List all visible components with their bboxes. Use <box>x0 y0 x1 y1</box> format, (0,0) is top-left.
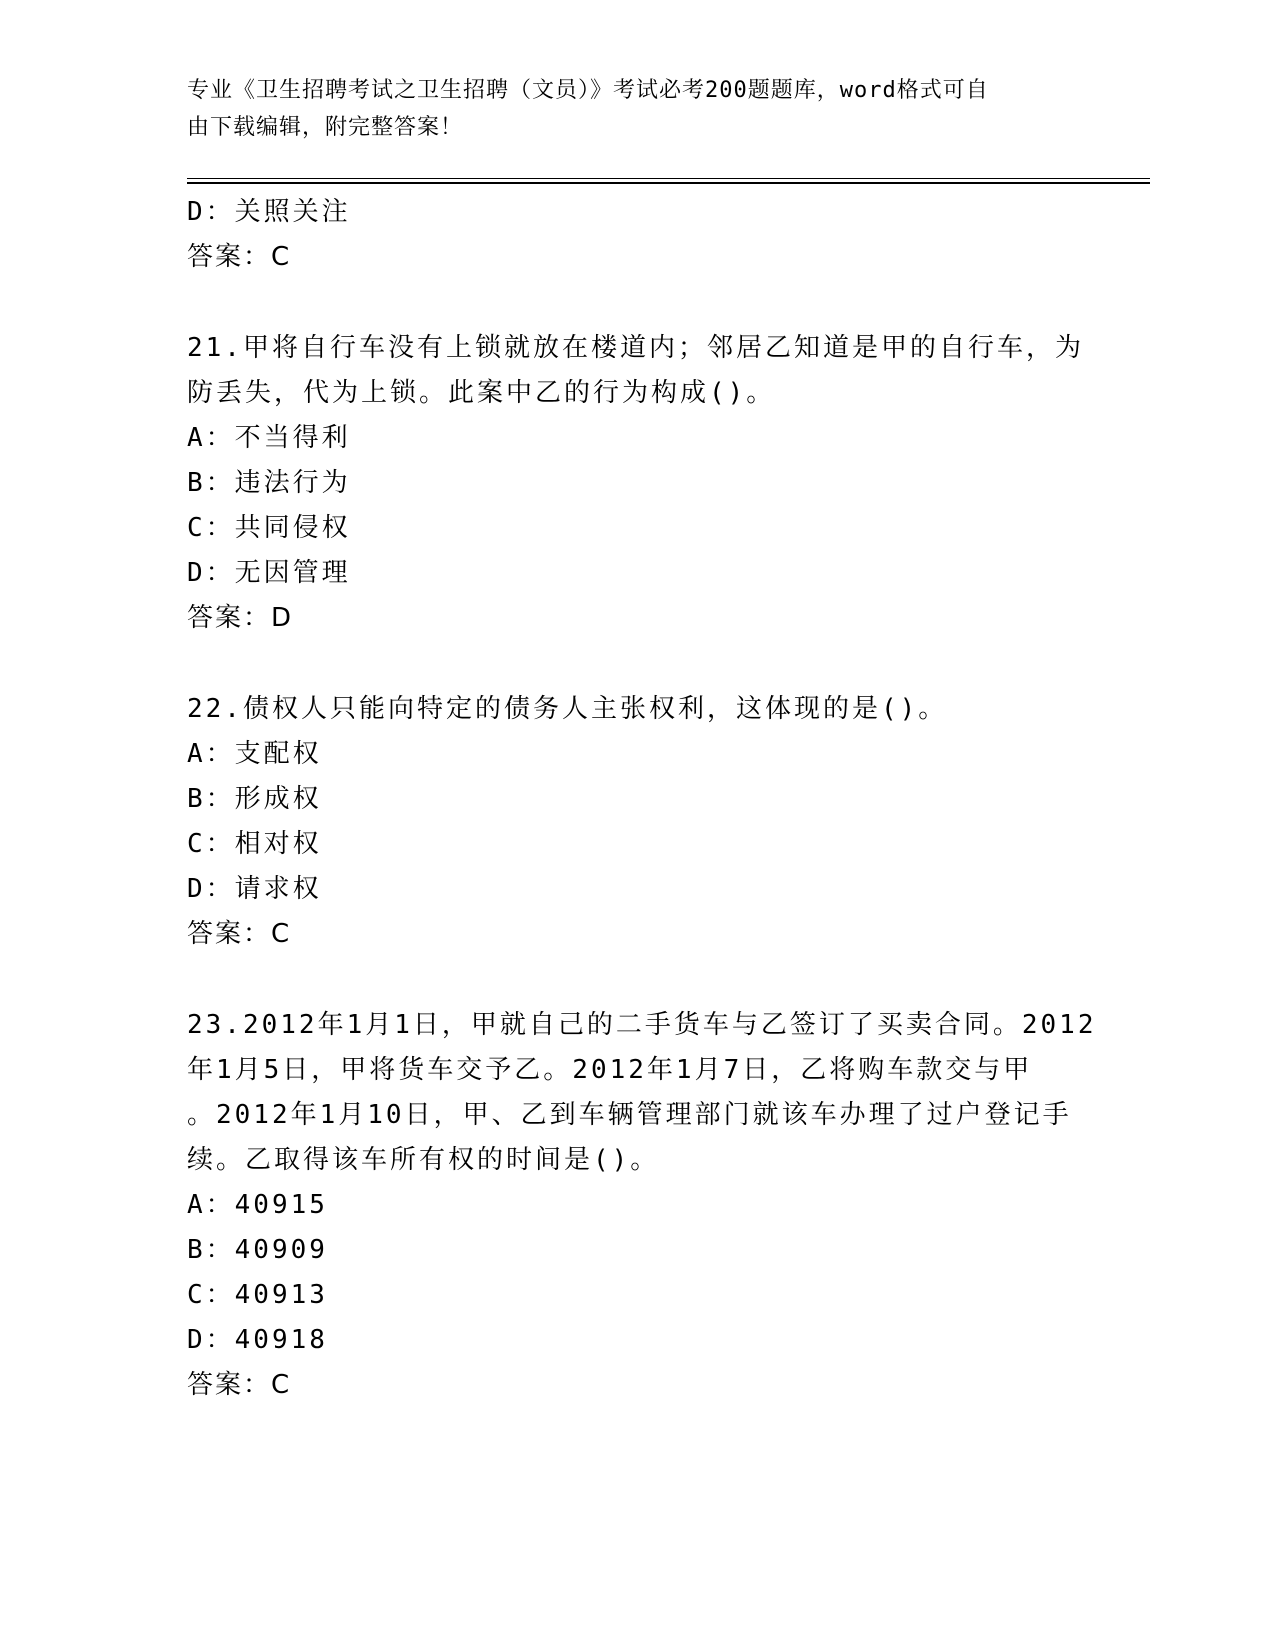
option-c: C：40913 <box>187 1280 328 1310</box>
option-a: A：不当得利 <box>187 423 351 453</box>
option-c: C：相对权 <box>187 829 322 859</box>
spacer <box>187 641 1087 687</box>
question-stem-line: 23.2012年1月1日，甲就自己的二手货车与乙签订了买卖合同。2012 <box>187 1010 1097 1040</box>
option-d: D：40918 <box>187 1325 328 1355</box>
answer-line: 答案：C <box>187 242 292 272</box>
question-stem-line: 防丢失，代为上锁。此案中乙的行为构成()。 <box>187 378 776 408</box>
option-d: D：关照关注 <box>187 197 351 227</box>
spacer <box>187 957 1087 1003</box>
answer-line: 答案：C <box>187 919 292 949</box>
header-line-2: 由下载编辑，附完整答案！ <box>187 115 464 140</box>
header-rule-thick <box>187 182 1150 184</box>
question-stem-line: 续。乙取得该车所有权的时间是()。 <box>187 1145 660 1175</box>
header-rule-thin <box>187 178 1150 179</box>
header-line-1: 专业《卫生招聘考试之卫生招聘（文员）》考试必考200题题库，word格式可自 <box>187 78 989 103</box>
answer-line: 答案：D <box>187 603 294 633</box>
document-header <box>187 72 1067 146</box>
question-stem-line: 年1月5日，甲将货车交予乙。2012年1月7日，乙将购车款交与甲 <box>187 1055 1033 1085</box>
question-stem-line: 22.债权人只能向特定的债务人主张权利，这体现的是()。 <box>187 694 948 724</box>
option-b: B：形成权 <box>187 784 322 814</box>
question-23 <box>187 1003 1097 1408</box>
option-a: A：40915 <box>187 1190 328 1220</box>
option-d: D：请求权 <box>187 874 322 904</box>
spacer <box>187 280 1087 326</box>
question-stem-line: 。2012年1月10日，甲、乙到车辆管理部门就该车办理了过户登记手 <box>187 1100 1072 1130</box>
question-21 <box>187 326 1087 641</box>
document-body <box>187 190 1097 1408</box>
question-22 <box>187 687 1087 957</box>
option-d: D：无因管理 <box>187 558 351 588</box>
option-b: B：违法行为 <box>187 468 351 498</box>
option-b: B：40909 <box>187 1235 328 1265</box>
option-a: A：支配权 <box>187 739 322 769</box>
question-stem-line: 21.甲将自行车没有上锁就放在楼道内；邻居乙知道是甲的自行车，为 <box>187 333 1084 363</box>
answer-line: 答案：C <box>187 1370 292 1400</box>
previous-question-tail <box>187 190 1087 280</box>
option-c: C：共同侵权 <box>187 513 351 543</box>
